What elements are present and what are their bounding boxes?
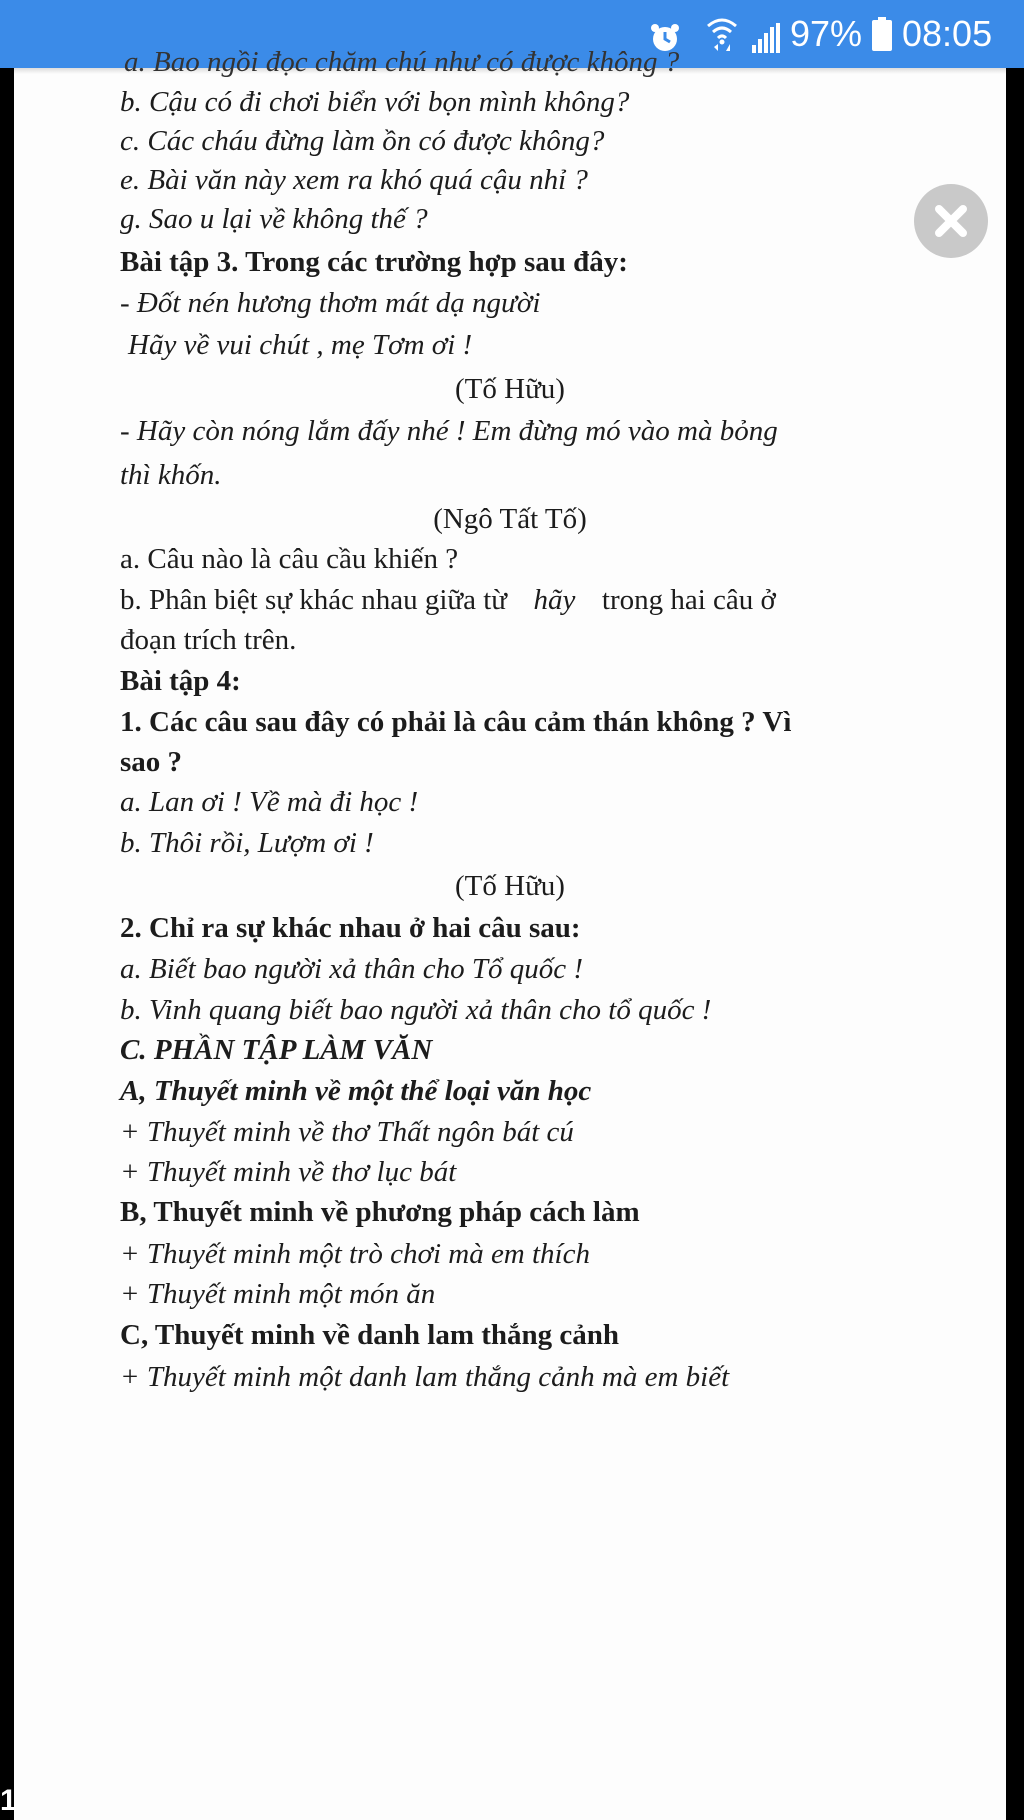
doc-heading: 2. Chỉ ra sự khác nhau ở hai câu sau: bbox=[120, 912, 581, 944]
doc-line: - Hãy còn nóng lắm đấy nhé ! Em đừng mó vào mà bỏng bbox=[120, 415, 778, 447]
doc-line: Hãy về vui chút , mẹ Tơm ơi ! bbox=[128, 329, 473, 361]
doc-text: b. Phân biệt sự khác nhau giữa từ bbox=[120, 584, 508, 616]
doc-line: b. Thôi rồi, Lượm ơi ! bbox=[120, 827, 374, 859]
doc-heading: Bài tập 3. Trong các trường hợp sau đây: bbox=[120, 246, 628, 278]
close-icon bbox=[914, 184, 988, 258]
battery-percent: 97% bbox=[790, 13, 863, 54]
doc-line: b. Cậu có đi chơi biển với bọn mình không? bbox=[120, 86, 630, 118]
doc-line: a. Lan ơi ! Về mà đi học ! bbox=[120, 786, 419, 818]
doc-citation: (Ngô Tất Tố) bbox=[433, 503, 587, 535]
document-page[interactable] bbox=[14, 46, 1006, 1820]
doc-line: đoạn trích trên. bbox=[120, 624, 297, 656]
doc-line: a. Câu nào là câu cầu khiến ? bbox=[120, 543, 459, 575]
doc-line bbox=[120, 582, 776, 618]
doc-line: + Thuyết minh một món ăn bbox=[120, 1278, 436, 1310]
doc-line: + Thuyết minh về thơ lục bát bbox=[120, 1156, 457, 1188]
doc-section-heading: B, Thuyết minh về phương pháp cách làm bbox=[120, 1196, 640, 1228]
doc-citation: (Tố Hữu) bbox=[455, 870, 565, 902]
doc-line: g. Sao u lại về không thế ? bbox=[120, 203, 428, 235]
doc-line: e. Bài văn này xem ra khó quá cậu nhỉ ? bbox=[120, 164, 588, 196]
doc-line: - Đốt nén hương thơm mát dạ người bbox=[120, 287, 541, 319]
wifi-icon bbox=[706, 16, 738, 52]
doc-section-heading: C, Thuyết minh về danh lam thắng cảnh bbox=[120, 1319, 620, 1351]
doc-line: b. Vinh quang biết bao người xả thân cho tổ quốc ! bbox=[120, 994, 712, 1026]
doc-section-heading: C. PHẦN TẬP LÀM VĂN bbox=[120, 1034, 433, 1066]
doc-emphasis: hãy bbox=[533, 584, 576, 616]
doc-section-heading: A, Thuyết minh về một thể loại văn học bbox=[120, 1075, 592, 1107]
battery-icon bbox=[872, 17, 892, 51]
doc-line-cut-off: a. Bao ngồi đọc chăm chú như có được không ? bbox=[124, 46, 680, 78]
doc-line: thì khốn. bbox=[120, 459, 222, 491]
doc-line: c. Các cháu đừng làm ồn có được không? bbox=[120, 125, 605, 157]
doc-text: trong hai câu ở bbox=[601, 584, 776, 616]
page-index: 1 bbox=[0, 1784, 17, 1817]
doc-line: + Thuyết minh về thơ Thất ngôn bát cú bbox=[120, 1116, 574, 1148]
doc-citation: (Tố Hữu) bbox=[455, 373, 565, 405]
doc-heading: 1. Các câu sau đây có phải là câu cảm thán không ? Vì bbox=[120, 706, 792, 738]
clock: 08:05 bbox=[902, 13, 993, 54]
signal-icon bbox=[752, 20, 780, 50]
doc-heading: sao ? bbox=[120, 746, 183, 778]
doc-line: a. Biết bao người xả thân cho Tổ quốc ! bbox=[120, 953, 584, 985]
doc-heading: Bài tập 4: bbox=[120, 665, 241, 697]
close-button[interactable] bbox=[914, 184, 988, 258]
doc-line: + Thuyết minh một danh lam thắng cảnh mà em biết bbox=[120, 1361, 730, 1393]
doc-line: + Thuyết minh một trò chơi mà em thích bbox=[120, 1238, 590, 1270]
